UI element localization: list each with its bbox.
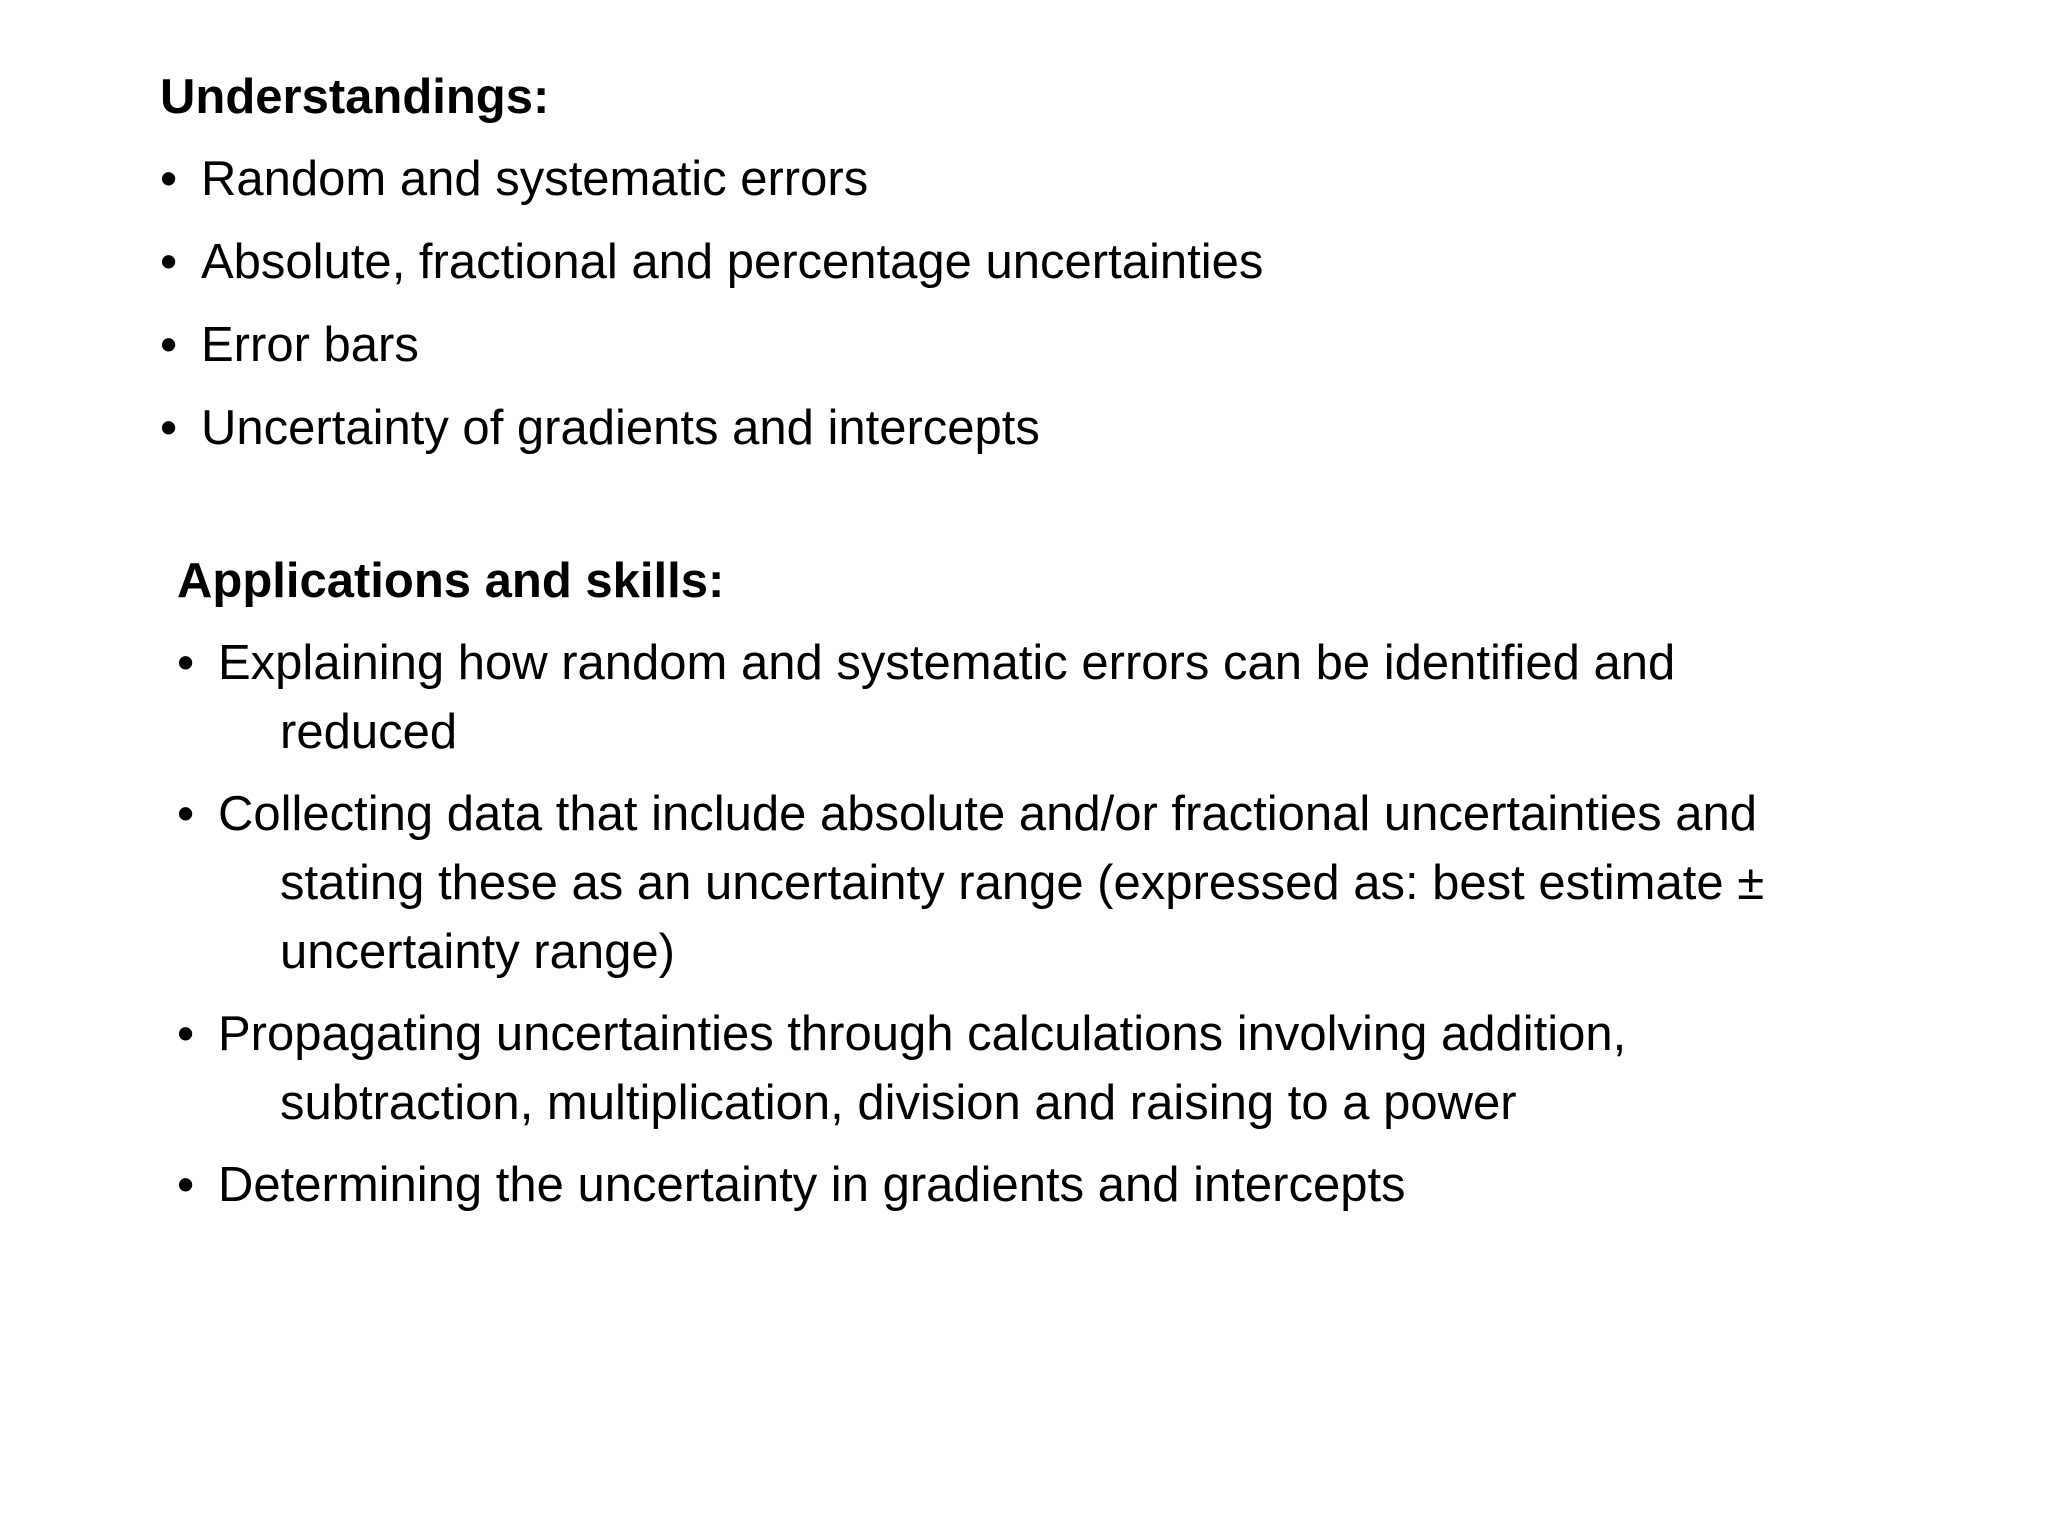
bullet-marker: • xyxy=(160,318,178,372)
list-item-line: Propagating uncertainties through calculations involving addition, xyxy=(218,1007,1627,1061)
list-item-line: subtraction, multiplication, division and raising to a power xyxy=(280,1076,1517,1130)
list-item-text xyxy=(201,145,1920,214)
understandings-section xyxy=(160,66,1920,477)
list-item-text xyxy=(201,228,1920,297)
list-item-line: stating these as an uncertainty range (expressed as: best estimate ± xyxy=(280,856,1765,910)
list-item xyxy=(160,394,1920,463)
applications-section xyxy=(177,550,1937,1233)
bullet-marker: • xyxy=(177,787,195,841)
list-item xyxy=(177,780,1937,987)
understandings-heading: Understandings: xyxy=(160,70,550,124)
list-item xyxy=(177,629,1937,767)
list-item-text xyxy=(218,629,1937,767)
bullet-marker: • xyxy=(177,636,195,690)
bullet-marker: • xyxy=(160,152,178,206)
list-item xyxy=(160,228,1920,297)
list-item-line: Collecting data that include absolute and/or fractional uncertainties and xyxy=(218,787,1758,841)
understandings-list xyxy=(160,145,1920,463)
list-item-line: Random and systematic errors xyxy=(201,152,869,206)
list-item-line: Explaining how random and systematic errors can be identified and xyxy=(218,636,1676,690)
list-item xyxy=(160,145,1920,214)
applications-heading: Applications and skills: xyxy=(177,554,725,608)
applications-list xyxy=(177,629,1937,1220)
list-item-text xyxy=(218,780,1937,987)
list-item-line: uncertainty range) xyxy=(280,925,675,979)
list-item-line: reduced xyxy=(280,705,458,759)
list-item xyxy=(160,311,1920,380)
bullet-marker: • xyxy=(177,1007,195,1061)
list-item-text xyxy=(201,394,1920,463)
bullet-marker: • xyxy=(177,1158,195,1212)
list-item xyxy=(177,1000,1937,1138)
list-item-text xyxy=(218,1151,1937,1220)
list-item-text xyxy=(201,311,1920,380)
list-item-text xyxy=(218,1000,1937,1138)
list-item-line: Determining the uncertainty in gradients and intercepts xyxy=(218,1158,1406,1212)
list-item-line: Error bars xyxy=(201,318,419,372)
list-item-line: Uncertainty of gradients and intercepts xyxy=(201,401,1040,455)
list-item-line: Absolute, fractional and percentage uncertainties xyxy=(201,235,1264,289)
list-item xyxy=(177,1151,1937,1220)
bullet-marker: • xyxy=(160,401,178,455)
bullet-marker: • xyxy=(160,235,178,289)
